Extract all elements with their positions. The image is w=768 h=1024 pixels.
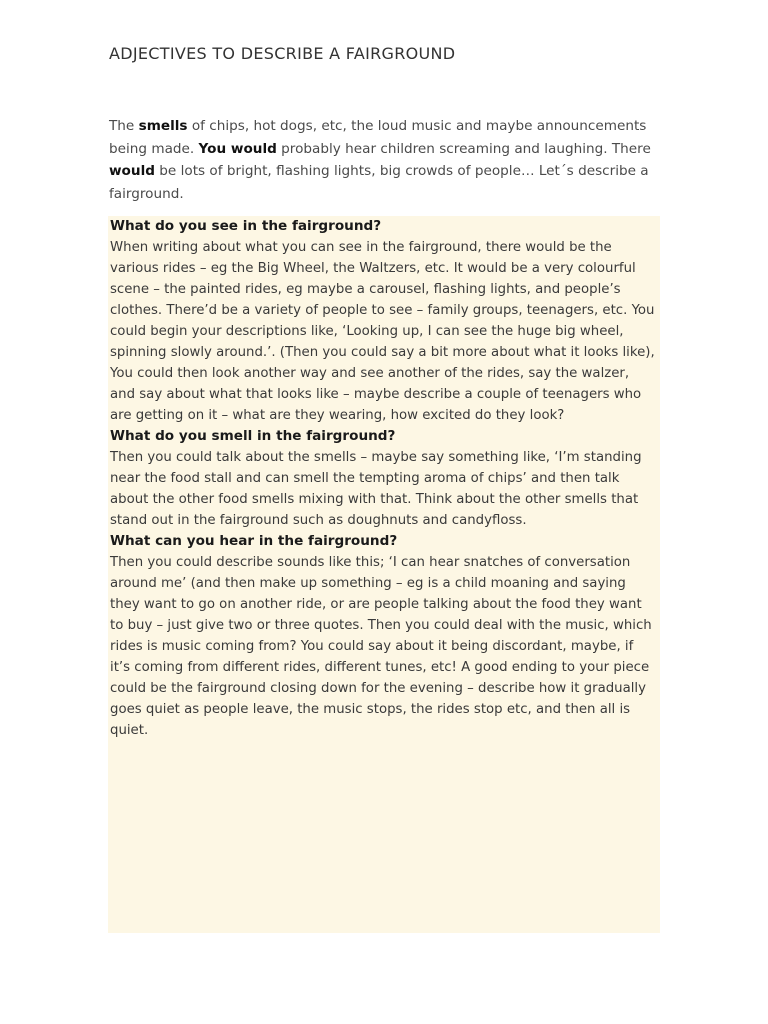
- section-heading-hear: What can you hear in the fairground?: [110, 533, 398, 549]
- intro-text: probably hear children screaming and laughing. There: [276, 140, 651, 157]
- intro-paragraph: [109, 115, 659, 205]
- intro-bold-would: would: [109, 163, 155, 180]
- questions-panel: [108, 216, 660, 933]
- section-body-see: When writing about what you can see in the fairground, there would be the various rides – eg the Big Wheel, the Waltzers, etc. It would be a very colourful scene – the painted rides, eg maybe a carousel, flashing lights, and people’s clothes. There’d be a variety of people to see – family groups, teenagers, etc. You could begin your descriptions like, ‘Looking up, I can see the huge big wheel, spinning slowly around.’. (Then you could say a bit more about what it looks like), You could then look another way and see another of the rides, say the walzer, and say about what that looks like – maybe describe a couple of teenagers who are getting on it – what are they wearing, how excited do they look?: [110, 240, 655, 423]
- section-heading-smell: What do you smell in the fairground?: [110, 428, 396, 444]
- section-heading-see: What do you see in the fairground?: [110, 218, 382, 234]
- section-body-hear: Then you could describe sounds like this; ‘I can hear snatches of conversation around me’ (and then make up something – eg is a child moaning and saying they want to go on another ride, or are people talking about the food they want to buy – just give two or three quotes. Then you could deal with the music, which rides is music coming from? You could say about it being discordant, maybe, if it’s coming from different rides, different tunes, etc! A good ending to your piece could be the fairground closing down for the evening – describe how it gradually goes quiet as people leave, the music stops, the rides stop etc, and then all is quiet.: [110, 555, 652, 738]
- intro-text: of chips, hot dogs, etc, the loud music and maybe announcements being made.: [109, 118, 647, 157]
- intro-text: be lots of bright, flashing lights, big crowds of people… Let´s describe a fairground.: [109, 163, 649, 202]
- intro-bold-smells: smells: [138, 118, 188, 134]
- intro-bold-you-would: You would: [198, 140, 277, 157]
- section-body-smell: Then you could talk about the smells – maybe say something like, ‘I’m standing near the food stall and can smell the tempting aroma of chips’ and then talk about the other food smells mixing with that. Think about the other smells that stand out in the fairground such as doughnuts and candyfloss.: [110, 450, 642, 528]
- intro-text: The: [109, 118, 139, 134]
- page-title: ADJECTIVES TO DESCRIBE A FAIRGROUND: [109, 44, 456, 63]
